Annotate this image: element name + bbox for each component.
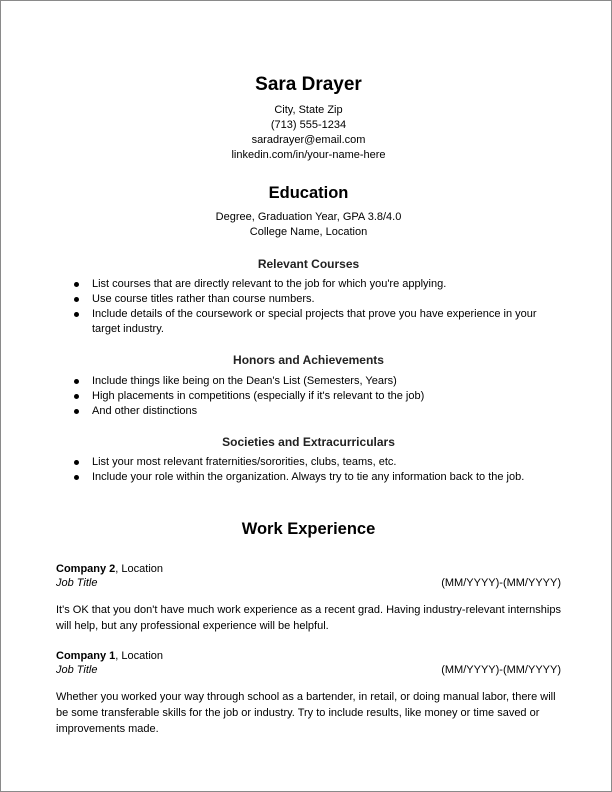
job-description: It's OK that you don't have much work experience as a recent grad. Having industry-relevant internships will help, but any professional experience will be helpful. (56, 604, 561, 632)
education-heading: Education (268, 184, 349, 202)
bullet-icon (74, 475, 79, 480)
societies-list (56, 455, 561, 485)
job-title: Job Title (56, 664, 98, 676)
list-item: List courses that are directly relevant to the job for which you're applying. (56, 277, 561, 292)
honors-list (56, 374, 561, 419)
education-details (56, 210, 561, 240)
job-title: Job Title (56, 577, 98, 589)
bullet-icon (74, 297, 79, 302)
company-name: Company 1 (56, 650, 116, 662)
bullet-icon (74, 312, 79, 317)
list-item: And other distinctions (56, 404, 561, 419)
bullet-icon (74, 282, 79, 287)
work-experience-heading: Work Experience (241, 520, 376, 538)
address-line: City, State Zip (274, 104, 343, 116)
bullet-icon (74, 460, 79, 465)
list-item: Include details of the coursework or special projects that prove you have experience in your target industry. (56, 307, 561, 337)
bullet-icon (74, 379, 79, 384)
college-line: College Name, Location (249, 226, 368, 238)
job-dates: (MM/YYYY)-(MM/YYYY) (441, 664, 561, 676)
job-dates: (MM/YYYY)-(MM/YYYY) (441, 577, 561, 589)
company-name: Company 2 (56, 563, 116, 575)
list-item: List your most relevant fraternities/sororities, clubs, teams, etc. (56, 455, 561, 470)
candidate-name: Sara Drayer (255, 74, 362, 95)
linkedin-line: linkedin.com/in/your-name-here (231, 149, 386, 161)
job-entry (56, 562, 561, 590)
list-item: High placements in competitions (especially if it's relevant to the job) (56, 389, 561, 404)
company-location: , Location (115, 650, 163, 662)
job-title-row (56, 663, 561, 677)
relevant-courses-list (56, 277, 561, 337)
relevant-courses-heading: Relevant Courses (257, 257, 360, 271)
list-item: Include things like being on the Dean's List (Semesters, Years) (56, 374, 561, 389)
bullet-icon (74, 394, 79, 399)
job-company-row (56, 649, 561, 663)
societies-heading: Societies and Extracurriculars (222, 435, 395, 449)
bullet-icon (74, 409, 79, 414)
job-title-row (56, 576, 561, 590)
list-item: Use course titles rather than course numbers. (56, 292, 561, 307)
job-description: Whether you worked your way through school as a bartender, in retail, or doing manual labor, there will be some transferable skills for the job or industry. Try to include results, like money or time saved or improvements made. (56, 691, 556, 735)
email-line: saradrayer@email.com (251, 134, 366, 146)
phone-line: (713) 555-1234 (270, 119, 347, 131)
job-entry (56, 649, 561, 677)
company-location: , Location (115, 563, 163, 575)
list-item: Include your role within the organization. Always try to tie any information back to the job. (56, 470, 561, 485)
honors-heading: Honors and Achievements (233, 353, 384, 367)
job-company-row (56, 562, 561, 576)
degree-line: Degree, Graduation Year, GPA 3.8/4.0 (215, 211, 402, 223)
contact-block (56, 103, 561, 163)
